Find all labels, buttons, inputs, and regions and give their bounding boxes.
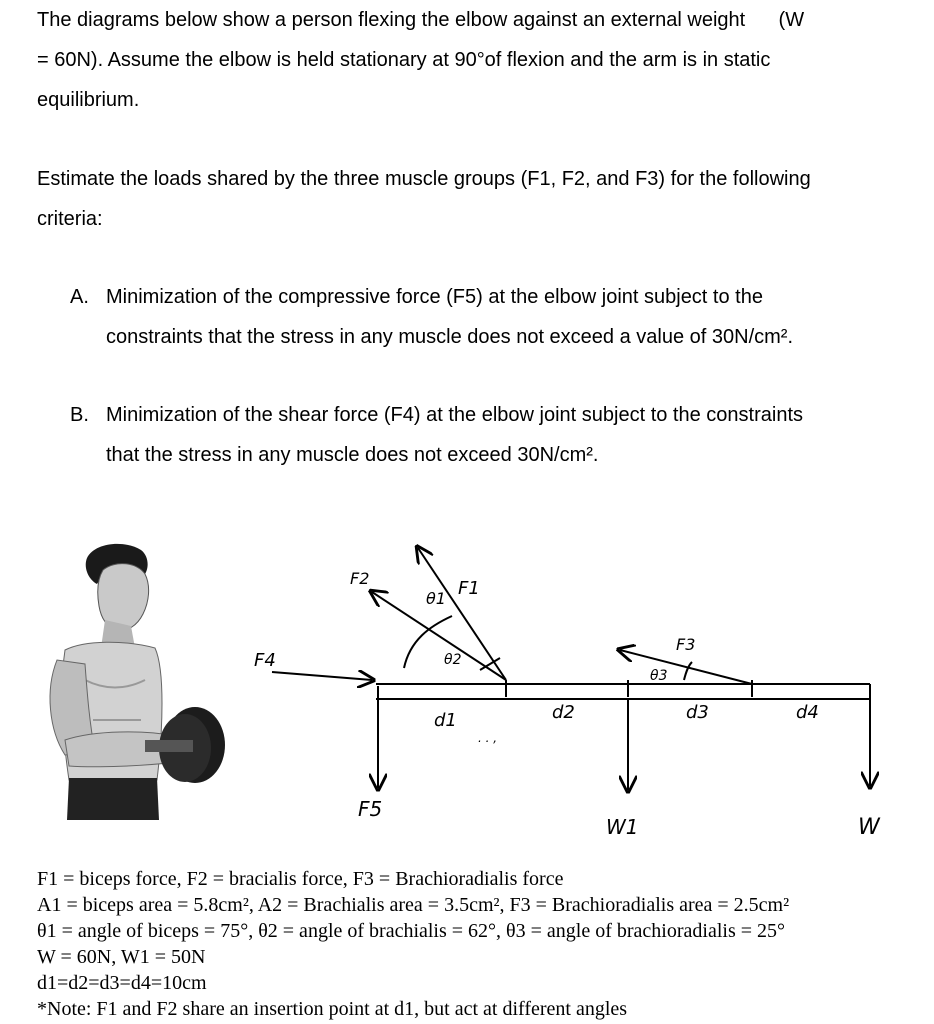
question-intro-line-2: = 60N). Assume the elbow is held stationary at 90°of flexion and the arm is in static xyxy=(37,49,771,71)
question-intro-line-3: equilibrium. xyxy=(37,89,140,111)
label-d4: d4 xyxy=(796,702,819,723)
stray-marks: . . , xyxy=(478,731,498,745)
question-estimate-line-2: criteria: xyxy=(37,208,103,230)
note-angles: θ1 = angle of biceps = 75°, θ2 = angle of brachialis = 62°, θ3 = angle of brachioradialis = 25° xyxy=(37,920,785,942)
theta3-arc xyxy=(684,662,692,680)
label-theta1: θ1 xyxy=(426,589,446,608)
criterion-a-letter: A. xyxy=(70,286,89,308)
criterion-a-line-1: Minimization of the compressive force (F5) at the elbow joint subject to the xyxy=(106,286,763,308)
note-areas: A1 = biceps area = 5.8cm², A2 = Brachialis area = 3.5cm², F3 = Brachioradialis area = 2.5cm² xyxy=(37,894,790,916)
label-w: W xyxy=(858,815,880,840)
label-f5: F5 xyxy=(358,797,383,821)
label-f4: F4 xyxy=(254,650,276,671)
label-f2: F2 xyxy=(350,569,370,588)
criterion-b-line-1: Minimization of the shear force (F4) at the elbow joint subject to the constraints xyxy=(106,404,804,426)
arrow-f4 xyxy=(272,672,372,680)
label-d3: d3 xyxy=(686,702,709,723)
criterion-b-line-2: that the stress in any muscle does not exceed 30N/cm². xyxy=(106,444,599,466)
arrow-f1 xyxy=(418,548,506,680)
label-theta3: θ3 xyxy=(650,668,668,684)
given-values xyxy=(37,866,927,1022)
arrow-f3 xyxy=(620,650,752,684)
question-intro-line-1: The diagrams below show a person flexing the elbow against an external weight (W xyxy=(37,9,805,31)
note-insertion: *Note: F1 and F2 share an insertion point at d1, but act at different angles xyxy=(37,998,628,1020)
label-theta2: θ2 xyxy=(444,652,462,668)
label-d1: d1 xyxy=(434,710,457,731)
criterion-b-letter: B. xyxy=(70,404,89,426)
label-f3: F3 xyxy=(676,635,696,654)
label-f1: F1 xyxy=(458,578,480,599)
question-estimate-line-1: Estimate the loads shared by the three muscle groups (F1, F2, and F3) for the following xyxy=(37,168,811,190)
note-weights: W = 60N, W1 = 50N xyxy=(37,946,206,968)
label-d2: d2 xyxy=(552,702,575,723)
note-distances: d1=d2=d3=d4=10cm xyxy=(37,972,207,994)
label-w1: W1 xyxy=(606,815,639,839)
criterion-a-line-2: constraints that the stress in any muscle does not exceed a value of 30N/cm². xyxy=(106,326,794,348)
note-forces: F1 = biceps force, F2 = bracialis force, F3 = Brachioradialis force xyxy=(37,868,564,890)
